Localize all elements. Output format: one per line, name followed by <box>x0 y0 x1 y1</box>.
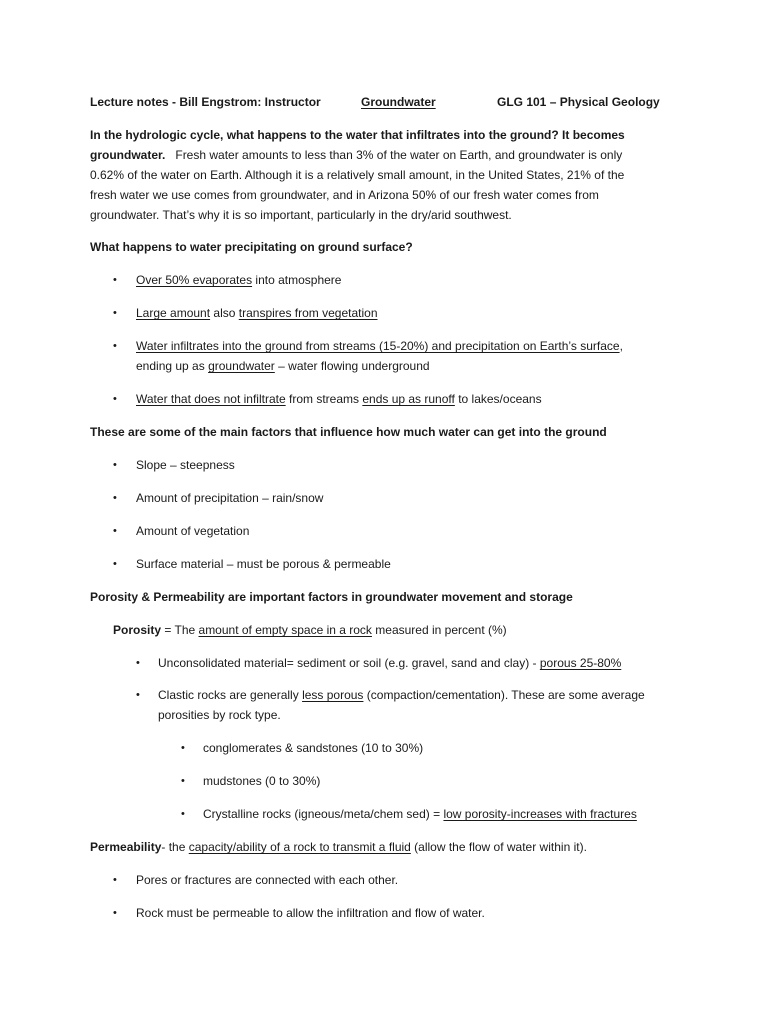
list-item: Amount of precipitation – rain/snow <box>136 491 324 505</box>
bullet-icon: • <box>136 657 140 669</box>
term: Porosity <box>113 623 162 637</box>
underlined-text: capacity/ability of a rock to transmit a fluid <box>188 840 411 854</box>
underlined-text: Over 50% evaporates <box>136 273 253 287</box>
underlined-text: less porous <box>302 688 364 702</box>
bullet-icon: • <box>181 808 185 820</box>
bullet-icon: • <box>113 525 117 537</box>
list-item: Slope – steepness <box>136 458 235 472</box>
intro-line-2-text: Fresh water amounts to less than 3% of the water on Earth, and groundwater is only <box>175 148 623 162</box>
item-text: measured in percent (%) <box>375 623 507 637</box>
item-text: ending up as <box>136 359 205 373</box>
item-text: (compaction/cementation). These are some average <box>366 688 645 702</box>
list-item <box>136 273 341 288</box>
underlined-text: Large amount <box>136 306 211 320</box>
intro-line-2 <box>90 148 622 163</box>
list-item-continuation: porosities by rock type. <box>158 708 281 722</box>
header-title: Groundwater <box>361 95 436 109</box>
bullet-icon: • <box>113 907 117 919</box>
item-text: - the <box>161 840 186 854</box>
list-item <box>158 656 621 671</box>
bullet-icon: • <box>113 274 117 286</box>
porosity-definition <box>113 623 507 638</box>
list-item <box>158 688 645 703</box>
list-item <box>203 807 637 822</box>
bullet-icon: • <box>113 492 117 504</box>
list-item: conglomerates & sandstones (10 to 30%) <box>203 741 424 755</box>
item-text: from streams <box>288 392 359 406</box>
item-text: Unconsolidated material= sediment or soil (e.g. gravel, sand and clay) - <box>158 656 537 670</box>
bullet-icon: • <box>113 459 117 471</box>
bullet-icon: • <box>113 340 117 352</box>
bullet-icon: • <box>113 307 117 319</box>
item-text: to lakes/oceans <box>458 392 542 406</box>
section-heading-porosity-permeability: Porosity & Permeability are important factors in groundwater movement and storage <box>90 590 573 604</box>
list-item: Rock must be permeable to allow the infiltration and flow of water. <box>136 906 485 920</box>
list-item: mudstones (0 to 30%) <box>203 774 321 788</box>
header-course: GLG 101 – Physical Geology <box>497 95 660 109</box>
underlined-text: Water that does not infiltrate <box>136 392 286 406</box>
section-heading-factors: These are some of the main factors that influence how much water can get into the ground <box>90 425 607 439</box>
permeability-definition <box>90 840 587 855</box>
item-text: also <box>213 306 236 320</box>
underlined-text: transpires from vegetation <box>238 306 378 320</box>
underlined-text: porous 25-80% <box>539 656 622 670</box>
underlined-text: groundwater <box>208 359 275 373</box>
underlined-text: Water infiltrates into the ground from streams (15-20%) and precipitation on Earth’s surface <box>136 339 620 353</box>
term: Permeability <box>90 840 162 854</box>
item-text: into atmosphere <box>255 273 342 287</box>
underlined-text: amount of empty space in a rock <box>198 623 372 637</box>
bullet-icon: • <box>181 775 185 787</box>
item-text: Crystalline rocks (igneous/meta/chem sed) = <box>203 807 441 821</box>
underlined-text: low porosity-increases with fractures <box>443 807 637 821</box>
item-text: (allow the flow of water within it). <box>414 840 587 854</box>
intro-line-1: In the hydrologic cycle, what happens to the water that infiltrates into the ground? It becomes <box>90 128 625 142</box>
list-item-continuation <box>136 359 430 374</box>
underlined-text: ends up as runoff <box>362 392 455 406</box>
list-item <box>136 392 542 407</box>
list-item: Pores or fractures are connected with each other. <box>136 873 399 887</box>
intro-line-3: 0.62% of the water on Earth. Although it is a relatively small amount, in the United States, 21% of the <box>90 168 625 182</box>
bullet-icon: • <box>113 393 117 405</box>
intro-term: groundwater. <box>90 148 166 162</box>
bullet-icon: • <box>113 874 117 886</box>
bullet-icon: • <box>181 742 185 754</box>
intro-line-5: groundwater. That’s why it is so important, particularly in the dry/arid southwest. <box>90 208 512 222</box>
bullet-icon: • <box>113 558 117 570</box>
list-item <box>136 339 623 354</box>
header-left: Lecture notes - Bill Engstrom: Instructor <box>90 95 321 109</box>
item-text: – water flowing underground <box>278 359 430 373</box>
item-text: = The <box>164 623 196 637</box>
item-text: Clastic rocks are generally <box>158 688 299 702</box>
bullet-icon: • <box>136 689 140 701</box>
section-heading-precipitation: What happens to water precipitating on ground surface? <box>90 240 413 254</box>
list-item: Amount of vegetation <box>136 524 250 538</box>
list-item <box>136 306 378 321</box>
intro-line-4: fresh water we use comes from groundwater, and in Arizona 50% of our fresh water comes from <box>90 188 599 202</box>
item-text: , <box>619 339 623 353</box>
list-item: Surface material – must be porous & permeable <box>136 557 391 571</box>
